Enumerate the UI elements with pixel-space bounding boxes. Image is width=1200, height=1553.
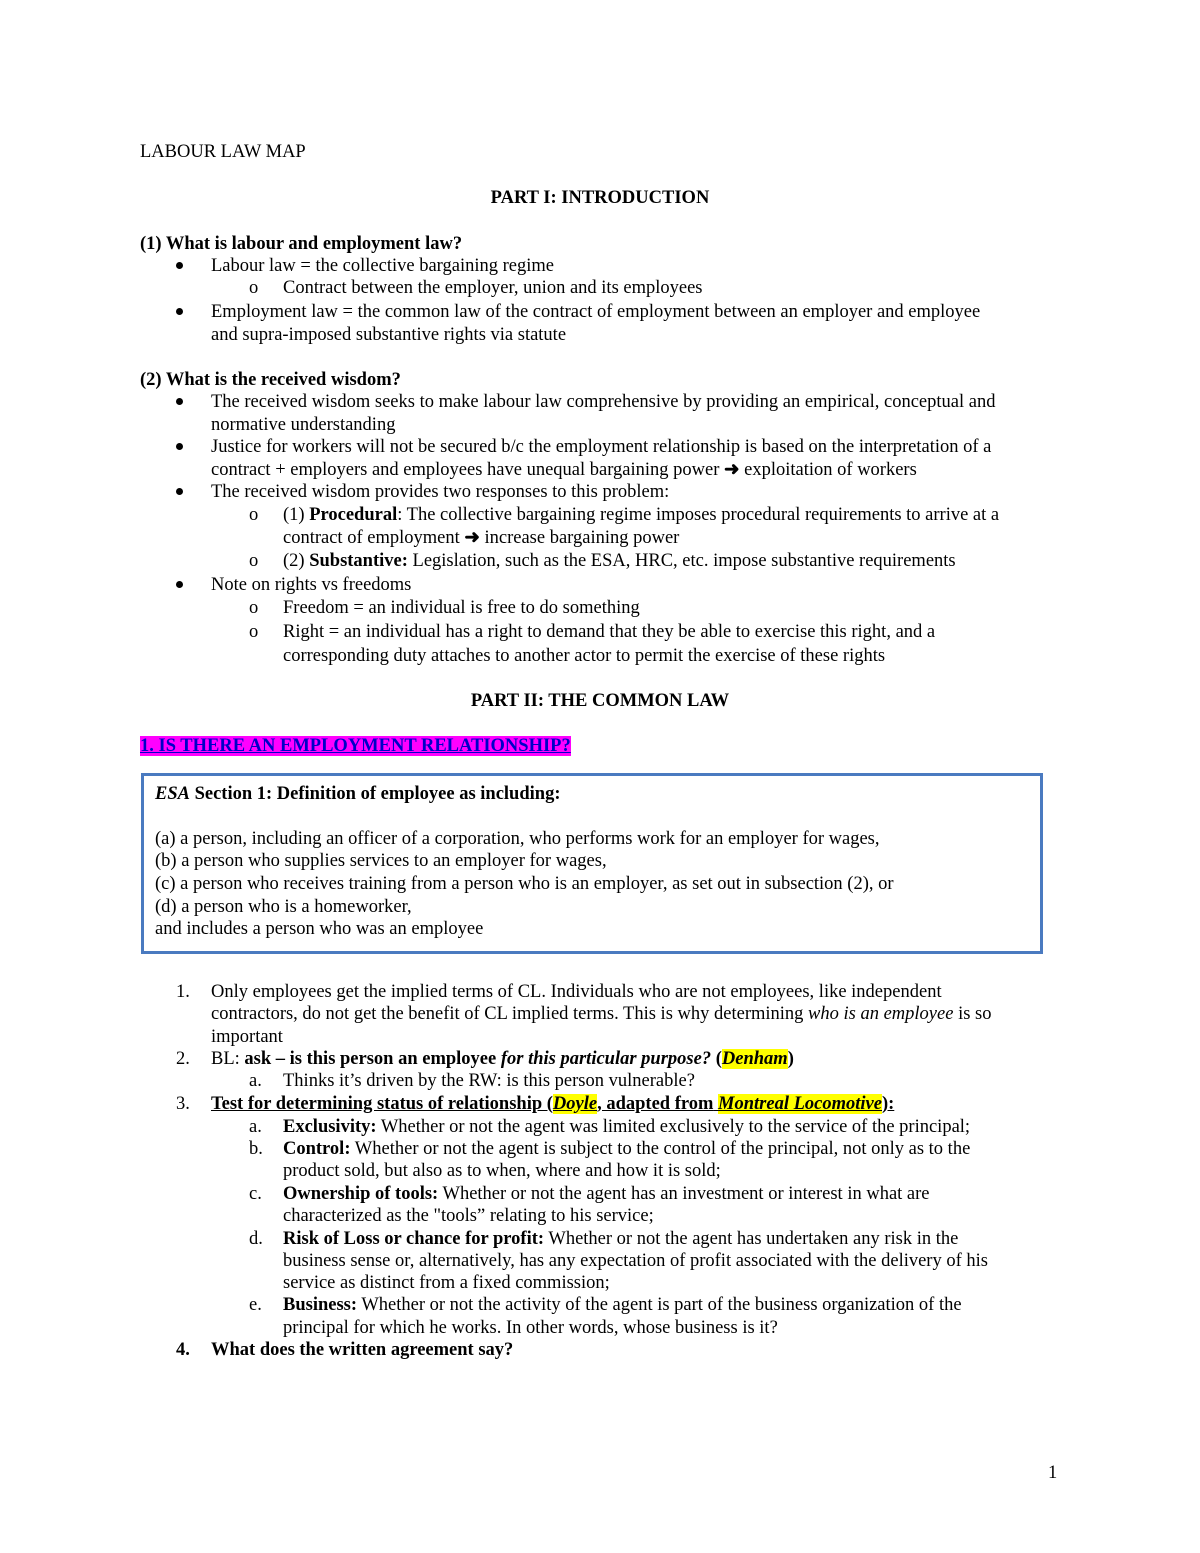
box-item-c: (c) a person who receives training from a person who is an employer, as set out in subsection (2), or [155, 874, 894, 894]
item2-sub: Thinks it’s driven by the RW: is this person vulnerable? [283, 1071, 695, 1091]
bullet-icon [176, 308, 183, 315]
bullet-icon [176, 581, 183, 588]
item-letter: b. [249, 1139, 263, 1159]
item2-bl: BL: [211, 1049, 240, 1069]
item-number: 2. [176, 1049, 190, 1069]
risk-text: Whether or not the agent has undertaken any risk in the [548, 1229, 959, 1249]
sub1-text-a: contract of employment [283, 528, 460, 548]
item1-text-a: contractors, do not get the benefit of CL implied terms. This is why determining [211, 1004, 804, 1024]
item1-text-c: is so [958, 1004, 992, 1024]
bullet-icon [176, 262, 183, 269]
bullet-icon [176, 488, 183, 495]
q2-bullet2-text-b: exploitation of workers [744, 460, 917, 480]
test-control-line1 [283, 1138, 970, 1161]
test-risk-line2: business sense or, alternatively, has any expectation of profit associated with the delivery of his [283, 1251, 988, 1271]
part1-heading: PART I: INTRODUCTION [490, 188, 710, 208]
q2-bullet2-text-a: contract + employers and employees have unequal bargaining power [211, 460, 720, 480]
circle-bullet-icon: o [249, 598, 259, 618]
circle-bullet-icon: o [249, 278, 259, 298]
exclusivity-text: Whether or not the agent was limited exclusively to the service of the principal; [380, 1117, 971, 1137]
q2-bullet1-line2: normative understanding [211, 415, 396, 435]
sub1-num: (1) [283, 505, 305, 525]
exclusivity-label: Exclusivity: [283, 1117, 377, 1137]
test-risk-line3: service as distinct from a fixed commission; [283, 1273, 610, 1293]
item2-paren-open: ( [715, 1049, 722, 1069]
item-number: 1. [176, 982, 190, 1002]
q2-sub1-line2 [283, 527, 679, 550]
tools-label: Ownership of tools: [283, 1184, 439, 1204]
q1-bullet1-sub: Contract between the employer, union and its employees [283, 278, 703, 298]
control-text: Whether or not the agent is subject to the control of the principal, not only as to the [354, 1139, 971, 1159]
test-control-line2: product sold, but also as to when, where and how it is sold; [283, 1161, 721, 1181]
doc-title: LABOUR LAW MAP [140, 142, 306, 162]
business-label: Business: [283, 1295, 358, 1315]
item-letter: a. [249, 1117, 262, 1137]
box-title-esa: ESA [155, 784, 190, 804]
q1-bullet2-line2: and supra-imposed substantive rights via statute [211, 325, 567, 345]
item2-line [211, 1048, 794, 1071]
item-letter: e. [249, 1295, 262, 1315]
sub2-text: Legislation, such as the ESA, HRC, etc. impose substantive requirements [412, 551, 956, 571]
sub1-text: : The collective bargaining regime imposes procedural requirements to arrive at a [397, 505, 1000, 525]
item-letter: a. [249, 1071, 262, 1091]
test-business-line1 [283, 1294, 962, 1317]
case-denham: Denham [721, 1049, 788, 1069]
bullet-icon [176, 398, 183, 405]
item-number: 3. [176, 1094, 190, 1114]
item-letter: d. [249, 1229, 263, 1249]
q2-bullet1-line1: The received wisdom seeks to make labour law comprehensive by providing an empirical, conceptual and [211, 392, 996, 412]
q1-bullet1: Labour law = the collective bargaining regime [211, 256, 554, 276]
box-item-e: and includes a person who was an employee [155, 919, 484, 939]
item1-line3: important [211, 1027, 283, 1047]
q1-bullet2-line1: Employment law = the common law of the contract of employment between an employer and employee [211, 302, 981, 322]
box-item-b: (b) a person who supplies services to an employer for wages, [155, 851, 607, 871]
case-montreal-locomotive: Montreal Locomotive [718, 1094, 882, 1114]
procedural-label: Procedural [309, 505, 398, 525]
q2-sub4-line1: Right = an individual has a right to demand that they be able to exercise this right, and a [283, 622, 936, 642]
section1-heading [140, 735, 571, 758]
sub2-num: (2) [283, 551, 305, 571]
page-number: 1 [1048, 1463, 1058, 1483]
item3-text-e: ): [881, 1094, 895, 1114]
bullet-icon [176, 443, 183, 450]
item3-heading [211, 1093, 894, 1116]
q2-sub4-line2: corresponding duty attaches to another actor to permit the exercise of these rights [283, 646, 886, 666]
item1-text-b: who is an employee [808, 1004, 954, 1024]
test-tools-line1 [283, 1183, 930, 1206]
test-risk-line1 [283, 1228, 958, 1251]
box-title-text: Section 1: Definition of employee as including: [194, 784, 561, 804]
q2-sub1-line1 [283, 504, 999, 527]
sub1-text-b: increase bargaining power [484, 528, 680, 548]
circle-bullet-icon: o [249, 622, 259, 642]
circle-bullet-icon: o [249, 505, 259, 525]
test-business-line2: principal for which he works. In other words, whose business is it? [283, 1318, 778, 1338]
circle-bullet-icon: o [249, 551, 259, 571]
q2-sub3: Freedom = an individual is free to do something [283, 598, 640, 618]
substantive-label: Substantive: [309, 551, 408, 571]
business-text: Whether or not the activity of the agent is part of the business organization of the [361, 1295, 962, 1315]
item-letter: c. [249, 1184, 262, 1204]
q2-bullet4: Note on rights vs freedoms [211, 575, 412, 595]
q2-bullet3: The received wisdom provides two responses to this problem: [211, 482, 670, 502]
item1-line1: Only employees get the implied terms of CL. Individuals who are not employees, like independent [211, 982, 942, 1002]
box-title [155, 783, 560, 806]
arrow-right-icon: ➜ [724, 460, 740, 480]
box-item-a: (a) a person, including an officer of a corporation, who performs work for an employer for wages, [155, 829, 880, 849]
test-exclusivity [283, 1116, 970, 1139]
case-doyle: Doyle [552, 1094, 598, 1114]
tools-text: Whether or not the agent has an investment or interest in what are [442, 1184, 930, 1204]
q2-heading: (2) What is the received wisdom? [140, 370, 401, 390]
q2-bullet2-line1: Justice for workers will not be secured b/c the employment relationship is based on the interpretation of a [211, 437, 992, 457]
box-item-d: (d) a person who is a homeworker, [155, 897, 412, 917]
item3-text-c: , adapted from [597, 1094, 714, 1114]
item2-paren-close: ) [787, 1049, 794, 1069]
item4-text: What does the written agreement say? [211, 1340, 514, 1360]
item2-purpose: for this particular purpose? [500, 1049, 712, 1069]
part2-heading: PART II: THE COMMON LAW [470, 691, 730, 711]
item3-text-a: Test for determining status of relationship ( [211, 1094, 553, 1114]
item1-line2 [211, 1003, 991, 1026]
item2-ask: ask – is this person an employee [244, 1049, 497, 1069]
q1-heading: (1) What is labour and employment law? [140, 234, 463, 254]
arrow-right-icon: ➜ [464, 528, 480, 548]
item-number: 4. [176, 1340, 190, 1360]
q2-bullet2-line2 [211, 459, 917, 482]
control-label: Control: [283, 1139, 351, 1159]
q2-sub2 [283, 550, 956, 573]
risk-label: Risk of Loss or chance for profit: [283, 1229, 545, 1249]
section1-heading-text: 1. IS THERE AN EMPLOYMENT RELATIONSHIP? [140, 736, 571, 756]
test-tools-line2: characterized as the "tools” relating to his service; [283, 1206, 654, 1226]
